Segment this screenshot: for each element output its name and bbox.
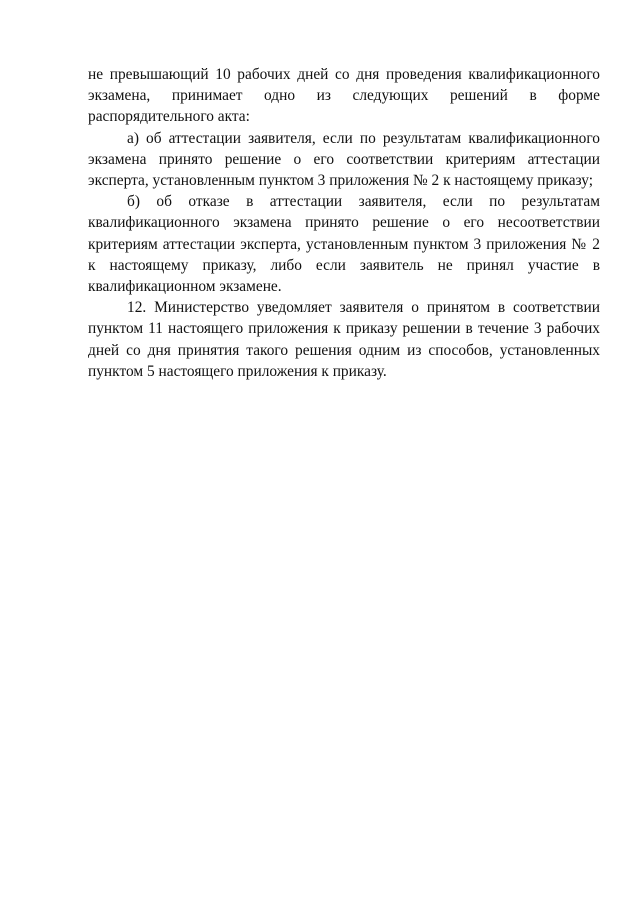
paragraph-clause-12: 12. Министерство уведомляет заявителя о принятом в соответствии пунктом 11 настоящего приложения к приказу решении в течение 3 рабочих дней со дня принятия такого решения одним из способов, установленных пунктом 5 настоящего приложения к приказу. bbox=[88, 299, 600, 380]
paragraph-continuation: не превышающий 10 рабочих дней со дня проведения квалификационного экзамена, принимает одно из следующих решений в форме распорядительного акта: bbox=[88, 66, 600, 126]
paragraph-item-a: а) об аттестации заявителя, если по результатам квалификационного экзамена принято решение о его соответствии критериям аттестации эксперта, установленным пунктом 3 приложения № 2 к настоящему приказу; bbox=[88, 129, 600, 190]
paragraph-item-b: б) об отказе в аттестации заявителя, если по результатам квалификационного экзамена принято решение о его несоответствии критериям аттестации эксперта, установленным пунктом 3 приложения № 2 к настоящему приказу, либо если заявитель не принял участие в квалификационном экзамене. bbox=[88, 193, 600, 296]
document-body bbox=[88, 64, 600, 382]
